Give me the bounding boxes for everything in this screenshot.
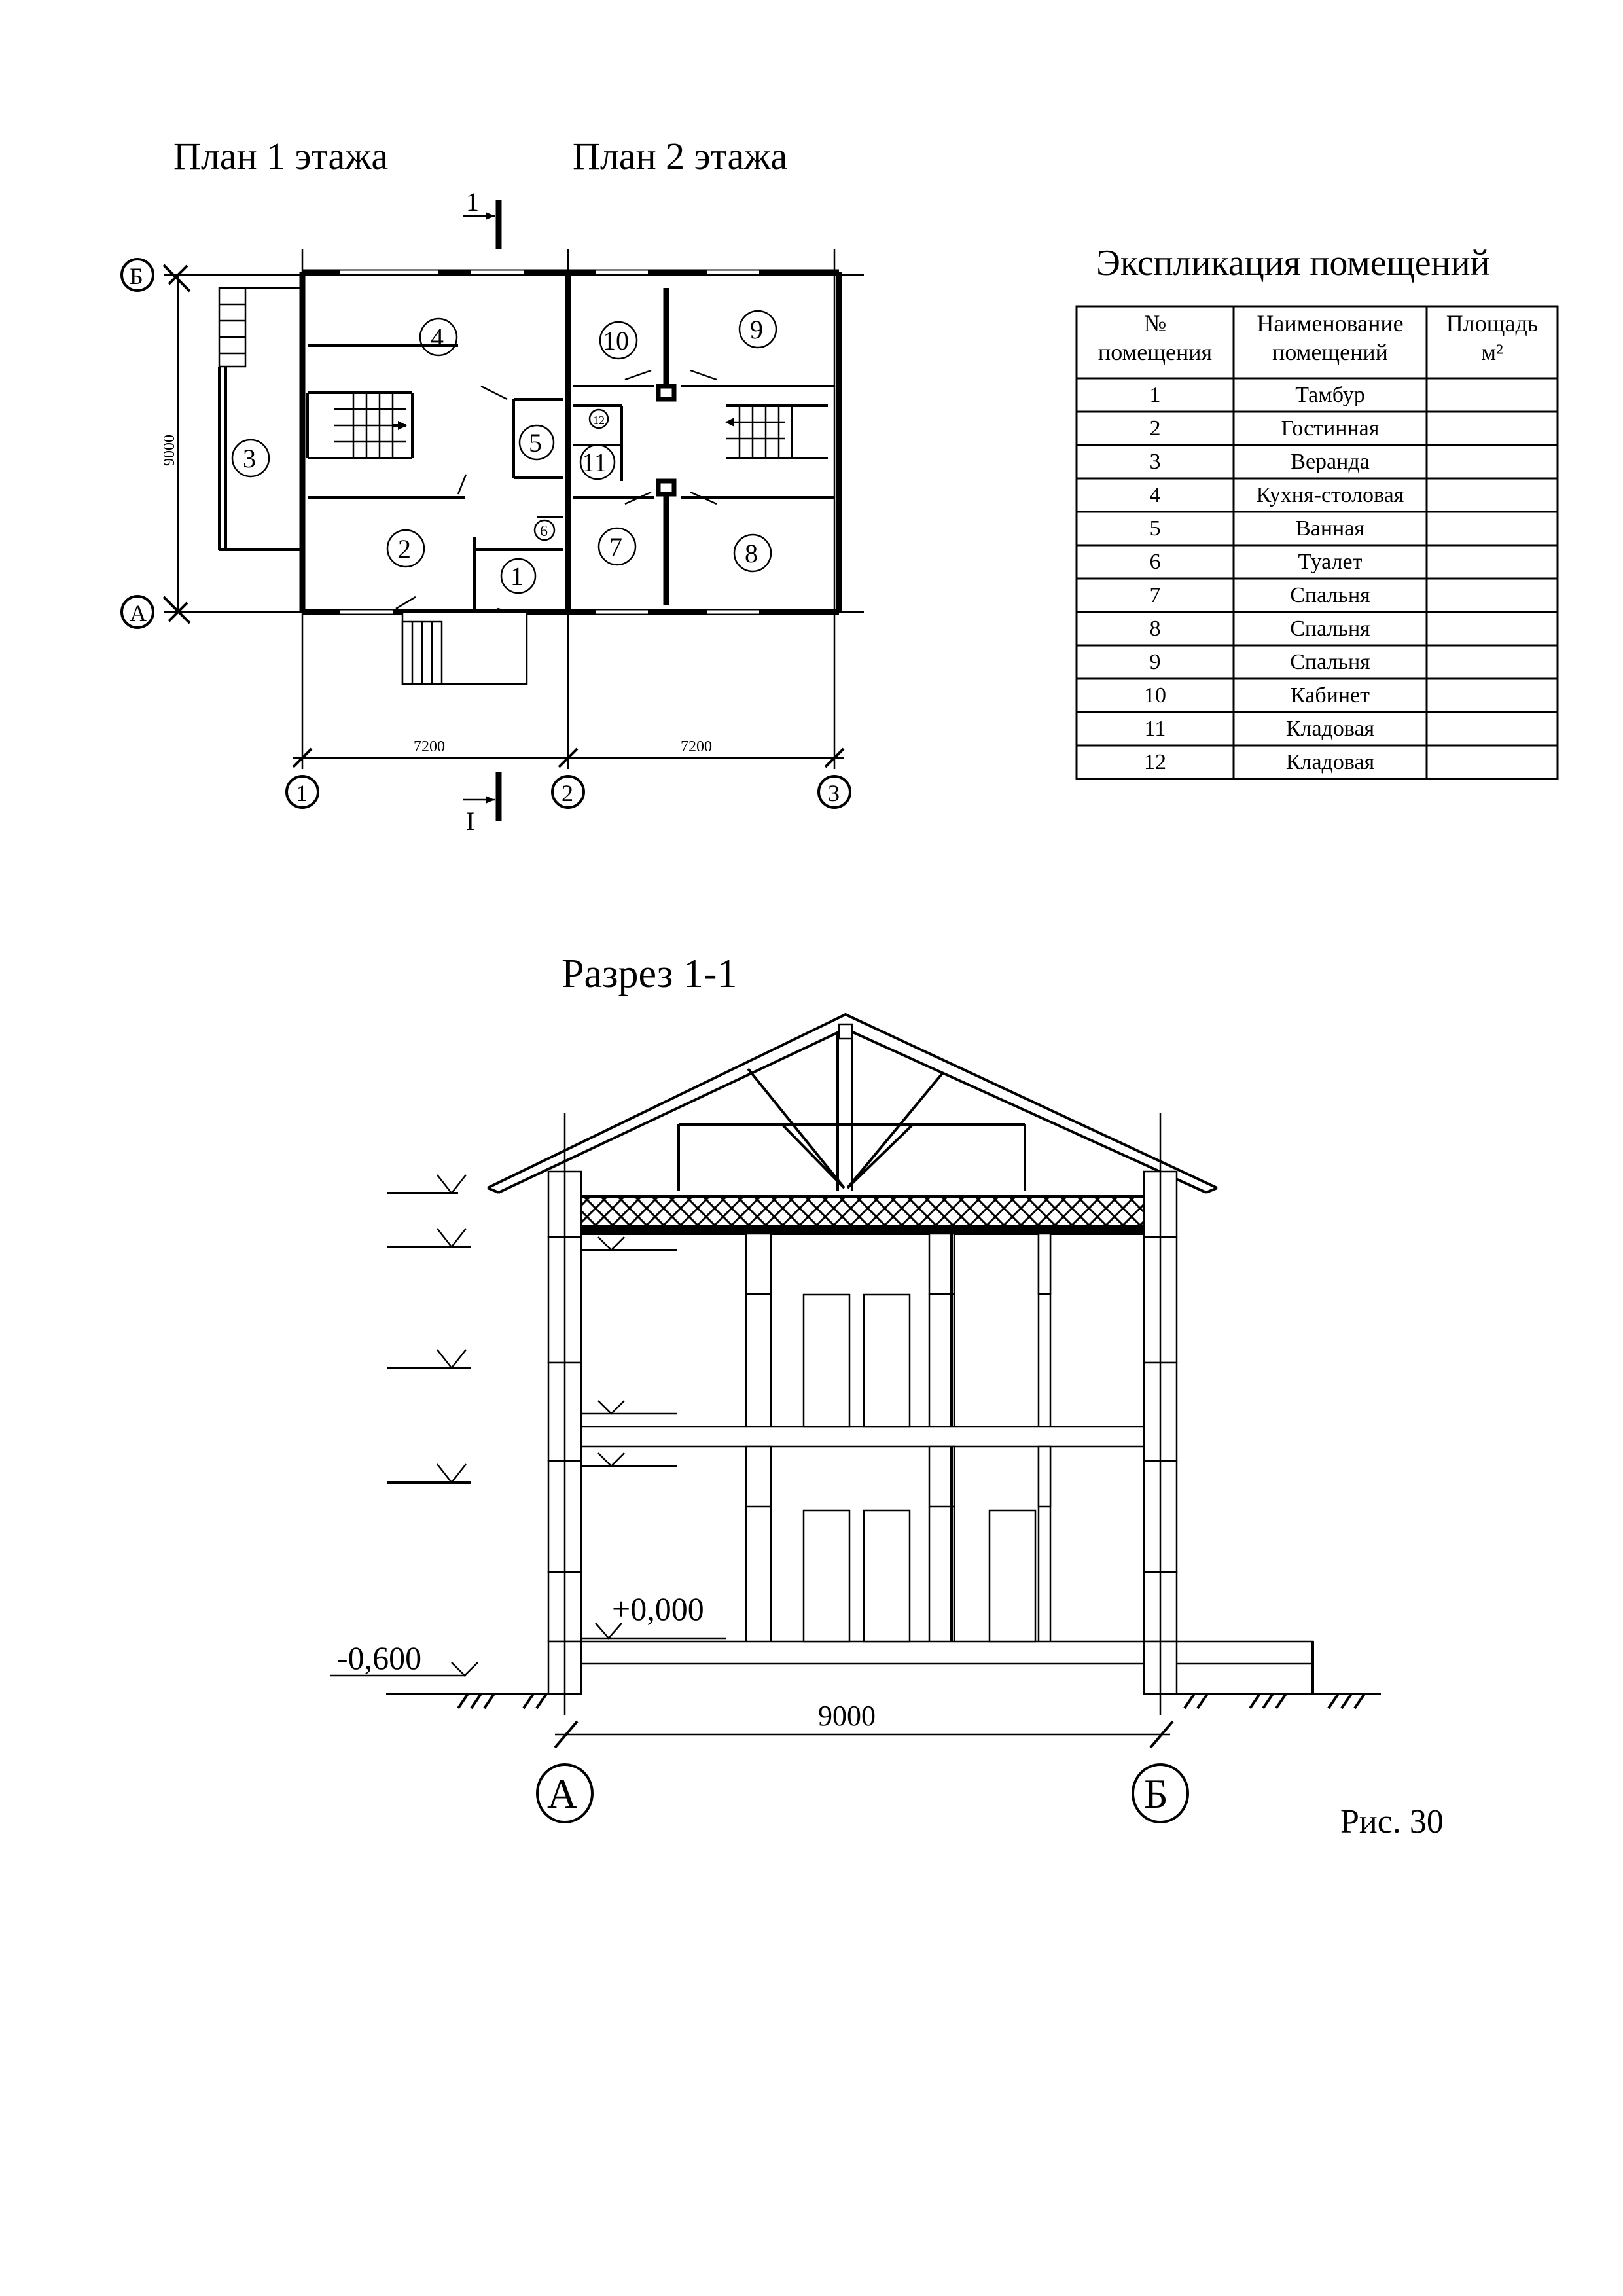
attic-insulation: [581, 1196, 1144, 1227]
axis-label-a: А: [130, 600, 147, 626]
table-cell-7-1: Спальня: [1290, 617, 1370, 641]
table-cell-1-1: Гостинная: [1281, 416, 1380, 440]
table-cell-2-0: 3: [1149, 450, 1161, 474]
room-number-8: 8: [745, 539, 758, 568]
section-axis-a: А: [547, 1770, 578, 1817]
plan1-walls: [219, 272, 568, 684]
section-title: Разрез 1-1: [562, 952, 738, 996]
room-number-9: 9: [750, 315, 763, 344]
section-axis-markers: [537, 1765, 1188, 1822]
plan1-title: План 1 этажа: [173, 135, 389, 177]
table-header-2-1: м²: [1481, 339, 1503, 365]
room-number-10: 10: [603, 326, 629, 355]
room-number-5: 5: [529, 428, 542, 457]
room-number-7: 7: [609, 532, 622, 562]
table-header-0-0: №: [1143, 310, 1167, 336]
table-cell-11-1: Кладовая: [1285, 750, 1375, 774]
section-axis-b: Б: [1144, 1770, 1168, 1817]
room-number-11: 11: [582, 448, 607, 477]
room-number-2: 2: [398, 534, 411, 564]
section-cut-marks: [463, 187, 499, 836]
table-header-2-0: Площадь: [1446, 310, 1539, 336]
level-ground-label: -0,600: [337, 1640, 422, 1676]
table-header-0-1: помещения: [1097, 339, 1213, 365]
explication-title: Экспликация помещений: [1096, 243, 1490, 283]
section-width-dimension: 9000: [818, 1700, 876, 1732]
axis-label-b: Б: [130, 263, 143, 289]
table-cell-10-0: 11: [1144, 717, 1166, 741]
table-frame: [1077, 306, 1558, 779]
plan-span-2-3: 7200: [681, 738, 712, 755]
figure-caption: Рис. 30: [1340, 1803, 1444, 1840]
doors: [804, 1295, 1035, 1641]
explication-table: [1077, 306, 1558, 779]
table-header-1-0: Наименование: [1257, 310, 1404, 336]
plan2-title: План 2 этажа: [573, 135, 788, 177]
axis-label-3: 3: [828, 780, 840, 806]
table-cell-10-1: Кладовая: [1285, 717, 1375, 741]
table-cell-8-1: Спальня: [1290, 650, 1370, 674]
axis-label-1: 1: [296, 780, 308, 806]
room-number-4: 4: [431, 323, 444, 352]
level-marks: [330, 1175, 726, 1676]
plan2-stair: [725, 406, 828, 458]
table-cell-8-0: 9: [1149, 650, 1161, 674]
level-zero-label: +0,000: [612, 1590, 704, 1627]
roof: [488, 1014, 1217, 1193]
table-cell-4-0: 5: [1149, 516, 1161, 541]
table-cell-5-1: Туалет: [1298, 550, 1363, 574]
table-cell-7-0: 8: [1149, 617, 1161, 641]
plan1-porch: [402, 612, 527, 684]
floor-plans: [122, 187, 864, 836]
table-header-1-1: помещений: [1272, 339, 1388, 365]
plan-dimensions: [161, 266, 844, 767]
table-cell-6-0: 7: [1149, 583, 1161, 607]
table-cell-11-0: 12: [1144, 750, 1166, 774]
room-number-1: 1: [510, 562, 524, 591]
table-cell-3-1: Кухня-столовая: [1256, 483, 1404, 507]
section-drawing: [330, 1014, 1381, 1822]
second-floor-slab: [581, 1427, 1144, 1446]
table-cell-6-1: Спальня: [1290, 583, 1370, 607]
table-cell-4-1: Ванная: [1296, 516, 1364, 541]
room-number-12: 12: [593, 414, 605, 427]
table-cell-2-1: Веранда: [1291, 450, 1370, 474]
section-dimension: [555, 1700, 1173, 1748]
section-mark-bottom: I: [466, 806, 475, 836]
plan-depth-dimension: 9000: [161, 435, 178, 466]
section-mark-top: 1: [466, 187, 479, 217]
plan-span-1-2: 7200: [414, 738, 445, 755]
axis-label-2: 2: [562, 780, 573, 806]
room-number-6: 6: [540, 523, 548, 540]
right-wall: [1144, 1113, 1177, 1715]
table-cell-1-0: 2: [1149, 416, 1161, 440]
table-cell-9-0: 10: [1144, 683, 1166, 708]
table-cell-0-1: Тамбур: [1295, 383, 1365, 407]
table-cell-9-1: Кабинет: [1291, 683, 1370, 708]
ground-floor-slab: [581, 1641, 1313, 1664]
table-cell-3-0: 4: [1149, 483, 1161, 507]
left-wall: [548, 1113, 581, 1715]
table-cell-5-0: 6: [1149, 550, 1161, 574]
plan1-veranda: [219, 288, 302, 550]
room-number-3: 3: [243, 444, 256, 473]
table-cell-0-0: 1: [1149, 383, 1161, 407]
plan1-stair: [334, 393, 407, 458]
